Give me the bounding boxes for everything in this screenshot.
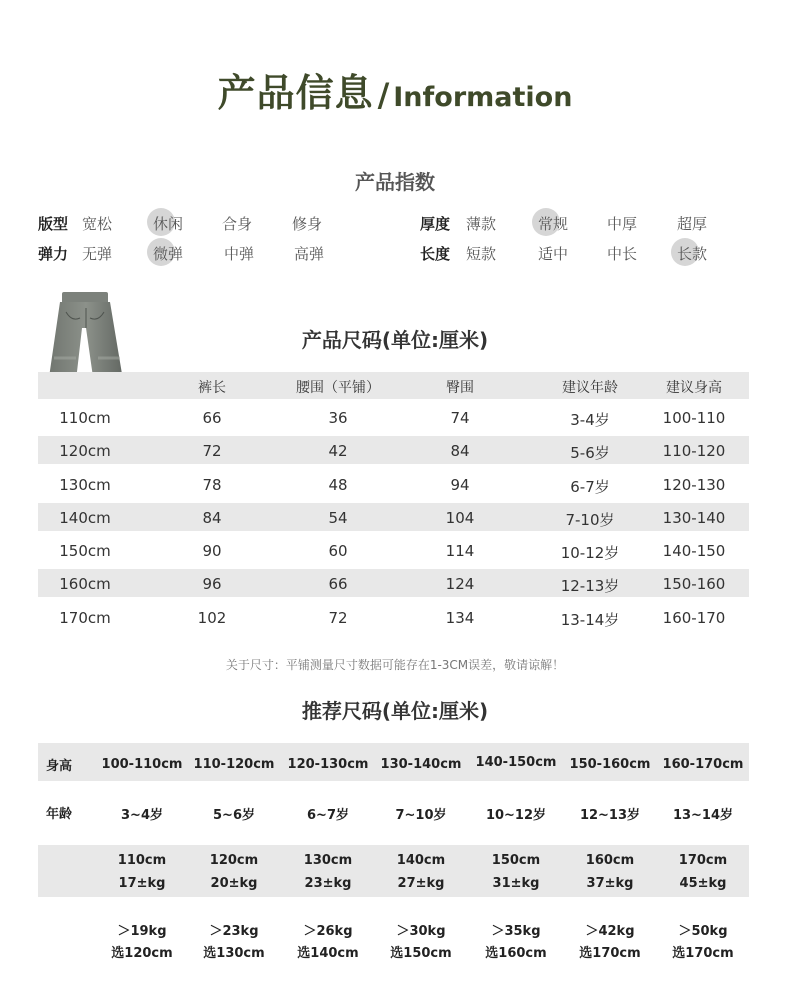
size-table-cell: 150cm bbox=[59, 542, 111, 560]
recommend-over-weight: ＞35kg bbox=[491, 924, 541, 939]
size-table-cell: 110-120 bbox=[662, 442, 726, 460]
index-option: 中长 bbox=[607, 245, 638, 263]
recommend-age: 5~6岁 bbox=[213, 808, 255, 823]
recommend-age: 13~14岁 bbox=[672, 808, 734, 823]
index-label: 厚度 bbox=[420, 215, 451, 233]
recommend-height: 120-130cm bbox=[287, 757, 369, 772]
recommend-height: 110-120cm bbox=[193, 757, 275, 772]
index-option: 薄款 bbox=[466, 215, 497, 233]
recommend-over-weight: ＞19kg bbox=[117, 924, 167, 939]
recommend-size: 140cm bbox=[396, 853, 446, 868]
index-label: 弹力 bbox=[38, 245, 69, 263]
size-table-cell: 66 bbox=[202, 409, 222, 427]
index-option: 常规 bbox=[538, 215, 569, 233]
size-table-cell: 90 bbox=[202, 542, 222, 560]
recommend-choose: 选150cm bbox=[390, 946, 452, 961]
recommend-size: 150cm bbox=[491, 853, 541, 868]
recommend-age-label: 年龄 bbox=[46, 807, 73, 822]
recommend-age: 7~10岁 bbox=[395, 808, 447, 823]
size-table-cell: 160-170 bbox=[662, 609, 726, 627]
index-option: 休闲 bbox=[153, 215, 184, 233]
recommend-height: 130-140cm bbox=[380, 757, 462, 772]
recommend-age: 12~13岁 bbox=[579, 808, 641, 823]
recommend-choose: 选160cm bbox=[485, 946, 547, 961]
recommend-age: 6~7岁 bbox=[307, 808, 349, 823]
title-cn: 产品信息 bbox=[217, 71, 374, 115]
index-option: 适中 bbox=[538, 245, 569, 263]
recommend-size: 160cm bbox=[585, 853, 635, 868]
index-option: 宽松 bbox=[82, 215, 113, 233]
recommend-age: 3~4岁 bbox=[121, 808, 163, 823]
recommend-weight: 27±kg bbox=[397, 876, 445, 891]
size-table-cell: 120cm bbox=[59, 442, 111, 460]
size-table-cell: 54 bbox=[328, 509, 348, 527]
recommend-title: 推荐尺码(单位:厘米) bbox=[301, 699, 489, 723]
size-table-header: 腰围（平铺） bbox=[296, 380, 380, 396]
index-option: 超厚 bbox=[677, 215, 708, 233]
size-table-cell: 42 bbox=[328, 442, 348, 460]
size-table-cell: 12-13岁 bbox=[560, 577, 620, 595]
recommend-weight: 23±kg bbox=[304, 876, 352, 891]
size-table-cell: 124 bbox=[445, 575, 475, 593]
index-option: 合身 bbox=[222, 215, 253, 233]
size-table-cell: 100-110 bbox=[662, 409, 726, 427]
size-table-cell: 66 bbox=[328, 575, 348, 593]
size-note: 关于尺寸：平铺测量尺寸数据可能存在1-3CM误差，敬请谅解！ bbox=[225, 658, 565, 672]
recommend-choose: 选120cm bbox=[111, 946, 173, 961]
size-table-cell: 72 bbox=[328, 609, 348, 627]
size-table-cell: 150-160 bbox=[662, 575, 726, 593]
recommend-height: 140-150cm bbox=[475, 755, 557, 770]
size-table-header: 建议身高 bbox=[666, 380, 722, 396]
recommend-weight: 20±kg bbox=[210, 876, 258, 891]
recommend-choose: 选170cm bbox=[672, 946, 734, 961]
size-table-cell: 60 bbox=[328, 542, 348, 560]
recommend-height: 160-170cm bbox=[662, 757, 744, 772]
index-option: 中弹 bbox=[224, 245, 255, 263]
size-table-cell: 72 bbox=[202, 442, 222, 460]
page-title bbox=[0, 62, 790, 118]
size-table-cell: 94 bbox=[450, 476, 470, 494]
size-table-cell: 84 bbox=[202, 509, 222, 527]
index-label: 版型 bbox=[38, 215, 69, 233]
size-table-header: 裤长 bbox=[198, 380, 226, 396]
size-table-cell: 140cm bbox=[59, 509, 111, 527]
index-title: 产品指数 bbox=[355, 170, 435, 194]
title-slash: / bbox=[377, 76, 390, 114]
index-option: 无弹 bbox=[82, 245, 113, 263]
recommend-choose: 选170cm bbox=[579, 946, 641, 961]
index-option: 修身 bbox=[292, 215, 323, 233]
index-option: 高弹 bbox=[294, 245, 325, 263]
size-table-cell: 170cm bbox=[59, 609, 111, 627]
recommend-height-label: 身高 bbox=[46, 759, 73, 774]
size-table-cell: 6-7岁 bbox=[570, 478, 610, 496]
size-table-cell: 78 bbox=[202, 476, 222, 494]
recommend-over-weight: ＞26kg bbox=[303, 924, 353, 939]
recommend-size: 130cm bbox=[303, 853, 353, 868]
size-table-cell: 3-4岁 bbox=[570, 411, 610, 429]
recommend-age: 10~12岁 bbox=[485, 808, 547, 823]
recommend-weight: 37±kg bbox=[586, 876, 634, 891]
index-option: 短款 bbox=[466, 245, 497, 263]
size-table-cell: 36 bbox=[328, 409, 348, 427]
size-table-cell: 48 bbox=[328, 476, 348, 494]
size-table-header: 臀围 bbox=[446, 380, 474, 396]
size-table-cell: 74 bbox=[450, 409, 470, 427]
size-table-cell: 134 bbox=[445, 609, 475, 627]
size-table-cell: 84 bbox=[450, 442, 470, 460]
recommend-height: 150-160cm bbox=[569, 757, 651, 772]
recommend-over-weight: ＞23kg bbox=[209, 924, 259, 939]
recommend-weight: 45±kg bbox=[679, 876, 727, 891]
size-table-cell: 96 bbox=[202, 575, 222, 593]
index-option: 微弹 bbox=[153, 245, 184, 263]
recommend-over-weight: ＞42kg bbox=[585, 924, 635, 939]
recommend-weight: 31±kg bbox=[492, 876, 540, 891]
size-table-cell: 140-150 bbox=[662, 542, 726, 560]
recommend-choose: 选140cm bbox=[297, 946, 359, 961]
size-table-cell: 130cm bbox=[59, 476, 111, 494]
size-table-cell: 120-130 bbox=[662, 476, 726, 494]
size-table-cell: 114 bbox=[445, 542, 475, 560]
index-label: 长度 bbox=[420, 245, 451, 263]
recommend-size: 120cm bbox=[209, 853, 259, 868]
index-option: 中厚 bbox=[607, 215, 638, 233]
recommend-size: 110cm bbox=[117, 853, 167, 868]
recommend-over-weight: ＞30kg bbox=[396, 924, 446, 939]
recommend-over-weight: ＞50kg bbox=[678, 924, 728, 939]
size-table-cell: 5-6岁 bbox=[570, 444, 610, 462]
size-table-cell: 10-12岁 bbox=[560, 544, 620, 562]
size-table-cell: 160cm bbox=[59, 575, 111, 593]
size-table-cell: 130-140 bbox=[662, 509, 726, 527]
size-table-cell: 102 bbox=[197, 609, 227, 627]
size-table-cell: 110cm bbox=[59, 409, 111, 427]
size-table-cell: 104 bbox=[445, 509, 475, 527]
size-table-title: 产品尺码(单位:厘米) bbox=[301, 328, 489, 352]
index-option: 长款 bbox=[677, 245, 708, 263]
recommend-choose: 选130cm bbox=[203, 946, 265, 961]
recommend-height: 100-110cm bbox=[101, 757, 183, 772]
size-table-cell: 13-14岁 bbox=[560, 611, 620, 629]
title-en: Information bbox=[393, 82, 573, 113]
recommend-size: 170cm bbox=[678, 853, 728, 868]
recommend-weight: 17±kg bbox=[118, 876, 166, 891]
size-table-header: 建议年龄 bbox=[562, 380, 618, 396]
size-table-cell: 7-10岁 bbox=[565, 511, 615, 529]
